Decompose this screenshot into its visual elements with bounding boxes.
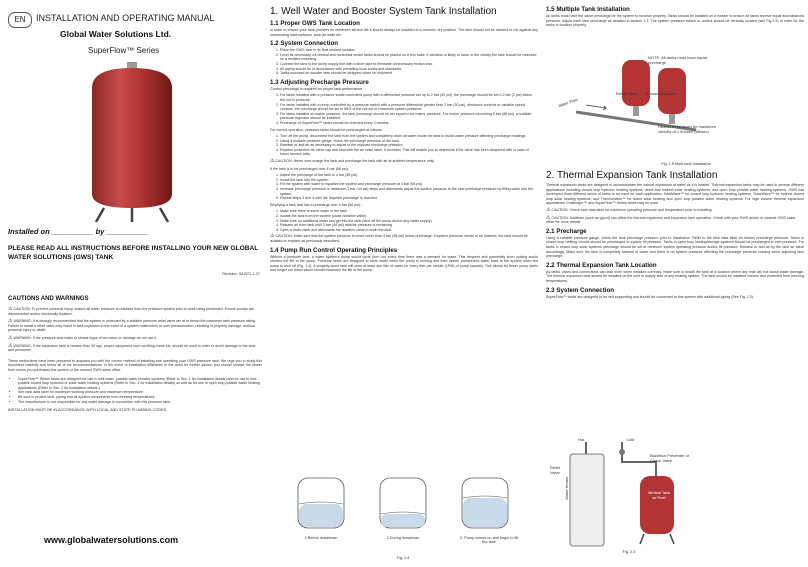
list-item: 5. Repeat steps 3 and 4 until the required precharge is reached. <box>280 196 538 201</box>
warning-triangle-icon: ⚠ <box>8 334 13 341</box>
fig-1-5-note: NOTE: All tanks must have equal precharge <box>648 55 707 65</box>
warning-triangle-icon: ⚠ <box>8 342 13 349</box>
list-item: 1. Adjust the precharge of the tank to 4 bar (58 psi). <box>280 173 538 178</box>
correct-intro: For correct operation, pressure tanks should be precharged as follows: <box>270 127 383 132</box>
list-item: 5. Open a drain valve and afterwards the isolation valve to drain the tank. <box>280 228 538 233</box>
water-flow-label: Water Flow <box>557 96 579 109</box>
list-item: 2. For tanks installed with a pump controlled by a pressure switch with a pressure differential greater than 2 bar (30 psi), electronic controls or variable speed controls, the precharge should be set to 65% of the cut-out or maximum system pressure. <box>280 103 538 112</box>
revision-label: Revision: IM-BT1-1.07 <box>222 272 260 276</box>
list-item: 1. Turn off the pump, disconnect the tank from the system and completely drain all water inside the tank to avoid water pressure affecting precharge readings. <box>280 134 538 139</box>
over4-list <box>270 173 538 201</box>
backflow-label: Backflow Preventer or Check Valve <box>650 453 690 463</box>
section-1-3-heading: 1.3 Adjusting Precharge Pressure <box>270 78 369 86</box>
section-2-2-heading: 2.2 Thermal Expansion Tank Location <box>546 261 657 269</box>
left-column <box>0 0 262 567</box>
empty-intro: Emptying a tank that has a precharge over 4 bar (58 psi): <box>270 202 361 207</box>
manual-title: INSTALLATION AND OPERATING MANUAL <box>36 13 215 23</box>
section-1-4-heading: 1.4 Pump Run Control Operating Principles <box>270 246 398 254</box>
caution-overcharge: ⚠ CAUTION: Never over-charge the tank and precharge the tank with air at ambient temperature only! <box>270 158 435 165</box>
section-1-1-text: In order to ensure your tank provides its maximum service life it should always be installed in a covered, dry position. The tank should not be allowed to rub against any surrounding hard surfaces, such as walls etc. <box>270 28 538 37</box>
list-item: 4. Replace protective air valve cap and seal with the air valve label, if provided. This will enable you to determine if the valve has been tampered with in case of future service calls. <box>280 148 538 157</box>
section-1-2-list <box>270 48 538 76</box>
list-item: 3. For tanks installed on mains' pressure, the tank precharge should be set equal to the mains' pressure. For mains' pressure exceeding 6 bar (88 psi), a suitable pressure regulator should be installed. <box>280 112 538 121</box>
fig-1-4-step-3: 3. Pump comes on and begin to fill the tank <box>459 536 519 544</box>
warning-triangle-icon: ⚠ <box>8 318 13 325</box>
list-item: 4. Precharge of SuperFlow™ tanks should be checked every 3 months. <box>280 121 538 126</box>
warning-triangle-icon: ⚠ <box>270 233 275 240</box>
installed-on-blank: __________ <box>51 227 94 236</box>
list-item: 4. All piping should be in accordance with prevailing local codes and standards. <box>280 67 538 72</box>
backflow-valve-icon <box>619 449 625 455</box>
section-1-1-heading: 1.1 Proper GWS Tank Location <box>270 20 360 27</box>
empty-list <box>270 209 538 232</box>
warning-triangle-icon: ⚠ <box>270 158 275 165</box>
section-1-5-text: All tanks must have the same precharge for the system to function properly. Tanks should be installed on a header to ensure all tanks receive equal and balanced pressure. Adjust each tank precharge as detailed in section 1.3. The system pressure switch or control should be centrally located (see Fig.1.5) in order for the tanks to function properly. <box>546 14 804 28</box>
caution-item: ⚠ CAUTION: To prevent personal injury, ensure all water pressure is released from the pressure system prior to work being performed. Ensure pumps are disconnected and/or electrically isolated. <box>8 306 255 316</box>
section-2-text: Thermal expansion tanks are designed to accommodate the natural expansion of water as it is heated. Thermal expansion tanks may be used in several different applications including closed loop hydronic heating systems, direct and indirect solar heating systems, and open loop potable water heating systems. GWS has developed three different series of tanks to be used for each application. HeatWave™ for closed loop hydronic heating systems, SolarWave™ for indirect closed loop solar heating systems, and ThermoWave™ for direct solar heating and open loop potable water heating systems. For high volume thermal expansion applications Challenger™ and SuperFlow™ Series tanks may be used. <box>546 183 804 206</box>
installed-on-label: Installed on <box>8 227 50 236</box>
tank-bullets <box>8 377 262 405</box>
tank-before-drawdown <box>298 478 344 528</box>
cautions-section <box>8 296 262 415</box>
right-column <box>546 0 804 567</box>
section-2-title: 2. Thermal Expansion Tank Installation <box>546 170 718 181</box>
water-heater <box>570 454 604 546</box>
caution-data-label: ⚠ CAUTION: Check tank data label for maximum operating pressure and temperature prior to installing. <box>546 206 713 213</box>
list-item: 2. Level as necessary. All vertical and horizontal model tanks should be placed on a firm base. If vibration is likely to occur in the vicinity the tank should be mounted on a resilient mounting. <box>280 53 538 62</box>
list-item: 2. Using a suitable pressure gauge, check the precharge pressure of the tank. <box>280 139 538 144</box>
caution-item: ⚠ WARNING: If the expansion tank is heavier than 30 kgs, proper equipment such as lifting crane etc. should be used in order to avoid damage to the tank and personnel. <box>8 342 256 353</box>
intro-paragraph: These instructions have been prepared to acquaint you with the correct method of installing and operating your GWS pressure tank. We urge you to study this document carefully and follow all of the recommendations. In the event of installation difficulties or the need for further advice, you should contact the dealer from whom you purchased the system or the nearest GWS sales office. <box>8 358 262 372</box>
fig-1-4-caption: Fig. 1.4 <box>396 556 410 560</box>
list-item: • See tank data label for maximum working pressure and maximum temperature. <box>18 390 262 395</box>
section-2-1-heading: 2.1 Precharge <box>546 227 587 235</box>
warning-triangle-icon: ⚠ <box>546 214 551 221</box>
list-item: 5. Tanks mounted on booster sets should be strapped down for shipment. <box>280 71 538 76</box>
list-item: 1. For tanks installed with a pressure switch controlled pump with a differential pressure set up to 2 bar (30 psi), the precharge should be set 0.2 bar (2 psi) below the cut-in pressure. <box>280 93 538 102</box>
list-item: 1. Make sure there is some water in the tank. <box>280 209 538 214</box>
company-name: Global Water Solutions Ltd. <box>60 29 172 39</box>
list-item: 2. Install the tank into the system. <box>280 178 538 183</box>
code-note: INSTALLATION MUST BE IN ACCORDANCE WITH LOCAL AND STATE PLUMBING CODES. <box>8 408 168 413</box>
section-2-3-text: SuperFlow™ tanks are designed to be self-supporting and should be connected to this system with additional piping (See Fig. 2.3). <box>546 294 754 299</box>
fig-2-3-caption: Fig. 2.3 <box>622 550 636 554</box>
list-item: 1. Place the GWS tank in its final desired location. <box>280 48 538 53</box>
website-link[interactable]: www.globalwatersolutions.com <box>44 535 179 545</box>
water-heater-label: Water Heater <box>564 476 569 500</box>
fig-1-4-step-2: 2.During drawdown <box>386 536 420 540</box>
caution-system-pressure: ⚠ CAUTION: Make sure that the system pressure is never lower than 4 bar (58 psi) below precharge. If system pressure needs to be lowered, the tank should be isolated or emptied as previously described. <box>270 233 528 243</box>
fig-1-4-step-1: 1.Before drawdown <box>304 536 338 540</box>
header-size-label: Header to be sized for maximum velocity of 1.8m/sec (6ft/sec) <box>658 124 716 134</box>
list-item: 4. Release air from tank until 3 bar (44 psi) tank/air pressure is remaining. <box>280 223 538 228</box>
relief-valve-label-2: Relief Valve <box>550 465 561 475</box>
cold-label: Cold <box>626 437 635 442</box>
section-1-4-text: Without a pressure tank, a water system's pump would cycle (turn on) every time there was a demand for water. This frequent and potentially short cycling would shorten the life of the pump. Pressure tanks are designed to store water when the pump is running and then deliver pressurized water back to the system when the pump is shut off (Fig. 1.4). A properly sized tank will store at least one liter of water for every liter per minute (LPM) of pump capacity. This allows for fewer pump starts and longer run times which should maximize the life of the pump. <box>270 254 538 273</box>
fig-1-5-diagram <box>546 50 804 162</box>
list-item: • Be sure to protect tank, piping and all system components from freezing temperatures. <box>18 395 262 400</box>
middle-column <box>270 0 538 567</box>
caution-item: ⚠ WARNING: It is strongly recommended that the system is protected by a suitable pressure relief valve set at or below the maximum tank pressure rating. Failure to install a relief valve may result in tank explosion in the event of a system malfunction or over pressurization, resulting in property damage, serious personal injury or death. <box>8 318 256 333</box>
list-item: 3. Fill the system with water to equalize the system and precharge pressure at 4 bar (58 psi). <box>280 182 538 187</box>
list-item: 3. Connect the tank to the pump supply line with a short pipe to eliminate unnecessary friction loss. <box>280 62 538 67</box>
list-item: 4. Increase precharge pressure in maximum 3 bar (44 psi) steps and afterwards adjust the system pressure to the new precharge pressure by filling water into the system. <box>280 187 538 196</box>
over4-intro: If the tank is to be precharged over 4 bar (58 psi): <box>270 166 349 171</box>
warning-triangle-icon: ⚠ <box>546 206 551 213</box>
list-item: • The manufacturer is not responsible for any water damage in connection with this pressure tank. <box>18 400 262 405</box>
installed-by-label: by <box>95 227 105 236</box>
section-2-3-heading: 2.3 System Connection <box>546 286 615 294</box>
section-2-2-text: As tanks, pipes and connections can leak even when installed correctly, make sure to install the tank at a location where any leak will not cause water damage. The thermal expansion tank should be installed on the cold or supply side of any heating system. The tank should be installed indoors and protected from freezing temperatures. <box>546 269 804 283</box>
tank-foot-right <box>160 208 168 222</box>
tank-top-fitting <box>127 62 137 68</box>
fig-1-5-caption: Fig. 1.5 Multi-tank Installation <box>661 162 711 166</box>
warning-heading: PLEASE READ ALL INSTRUCTIONS BEFORE INSTALLING YOUR NEW GLOBAL WATER SOLUTIONS (GWS) TANK <box>8 245 259 261</box>
vertical-tank-label: Vertical Tank w/ Feet <box>647 490 671 500</box>
caution-item: ⚠ WARNING: If the pressure tank leaks or shows signs of corrosion or damage do not use it. <box>8 334 158 341</box>
correct-list <box>270 134 538 157</box>
section-1-3-list <box>270 93 538 125</box>
lang-badge: EN <box>8 12 32 28</box>
tank-right <box>658 68 686 124</box>
list-item: 3. Make sure no additional water can get into the tank (shut off the pump and/or any water supply). <box>280 219 538 224</box>
list-item: 3. Release or add air as necessary to adjust to the required precharge pressure. <box>280 143 538 148</box>
tank-left <box>622 60 650 116</box>
hot-label: Hot <box>578 437 585 442</box>
relief-valve-label: Relief Valve <box>616 91 638 96</box>
fig-1-4-diagram <box>278 474 528 536</box>
expansion-tank <box>640 476 674 534</box>
section-1-title: 1. Well Water and Booster System Tank Installation <box>270 6 497 17</box>
flow-arrow <box>586 105 606 108</box>
list-item: • SuperFlow™ Series tanks are designed for use in well water, potable water booster systems (Refer to Sec. 1 for installation details) and for use in non-potable closed loop hydronic or solar water heating systems (Refer to Sec. 2 for installation details) as well as for use in open loop potable water heating applications (Refer to Sec. 2 for installation details.) <box>18 377 262 391</box>
cautions-heading: CAUTIONS AND WARNINGS <box>8 296 89 302</box>
list-item: 2. Isolate the tank from the system (close isolation valve). <box>280 214 538 219</box>
tank-illustration <box>82 62 182 224</box>
installed-on-line <box>8 227 148 236</box>
section-1-5-heading: 1.5 Multiple Tank Installation <box>546 6 630 13</box>
tank-foot-left <box>96 208 104 222</box>
installed-by-blank: __________ <box>106 227 149 236</box>
section-1-2-heading: 1.2 System Connection <box>270 40 339 48</box>
series-name: SuperFlow™ Series <box>88 46 160 55</box>
tank-pump-refill <box>462 478 508 528</box>
caution-additives: ⚠ CAUTION: Additives (such as glycol) can affect the thermal expansion and expansion tank operation. Check with your GWS dealer or nearest GWS sales office for more details. <box>546 214 796 225</box>
tank-during-drawdown <box>380 478 426 528</box>
section-2-1-text: Using a suitable pressure gauge, check the tank precharge pressure prior to installation. Refer to the tank data label for factory precharge pressure. Tanks in closed loop heating circuits should be precharged to system fill pressure. Tanks in open loop heating/storage systems should be precharged to inlet pressure. For tanks in closed loop solar systems precharge should be set at minimum system operating pressure and/or fill pressure. Release or add air by the tank air valve accordingly. Make sure the tank is completely drained of water and there is no system pressure affecting the precharge pressure reading when adjusting tank precharge. <box>546 235 804 259</box>
tank-body <box>92 68 172 208</box>
pressure-switch-label: Pressure Switch <box>646 91 675 96</box>
tank-foot-left <box>640 534 644 544</box>
section-1-3-intro: Correct precharge is required for proper tank performance. <box>270 86 364 91</box>
warning-triangle-icon: ⚠ <box>8 306 13 312</box>
tank-foot-right <box>670 534 674 544</box>
